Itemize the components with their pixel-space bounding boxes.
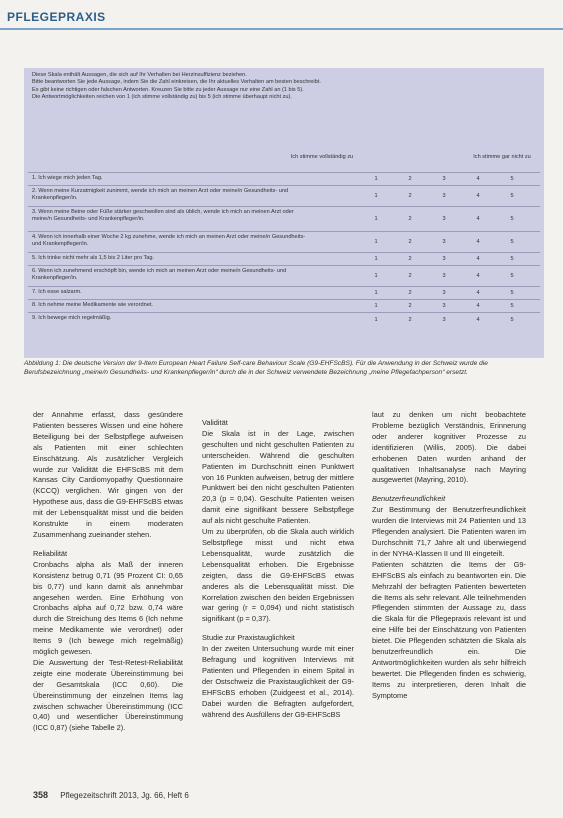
scale-option-number: 5 xyxy=(510,216,514,222)
page-header xyxy=(0,0,563,32)
scale-option-number: 3 xyxy=(442,256,446,262)
scale-rows xyxy=(28,172,540,327)
figure-scale xyxy=(24,68,544,358)
scale-item-row xyxy=(28,312,540,327)
scale-option-number: 2 xyxy=(408,290,412,296)
instruction-line: Bitte beantworten Sie jede Aussage, indem Sie die Zahl einkreisen, die Ihr aktuelles Verhalten am besten beschreibt. xyxy=(32,79,321,86)
paragraph: Die Auswertung der Test-Retest-Reliabilität zeigte eine moderate Übereinstimmung bei der Gesamtskala (ICC 0,60). Die Übereinstimmung der einzelnen Items lag zwischen schwacher Übereinstimmung (ICC 0,40) und wesentlicher Übereinstimmung (ICC 0,87) (siehe Tabelle 2). xyxy=(33,657,183,733)
paragraph: Patienten schätzten die Items der G9-EHFScBS als einfach zu beantworten ein. Die Mehrzahl der befragten Patienten bewerteten die Items als sehr relevant. Alle teilnehmenden Pflegenden stimmten der Aussage zu, dass die Skala für die Pflegepraxis relevant ist und eine Hilfe bei der Einschätzung von Patienten bietet. Die Pflegenden schätzten die Skala als benutzerfreundlich ein. Die Antwortmöglichkeiten wurden als sehr hilfreich bewertet. Die Pflegenden finden es schwierig, Items zu interpretieren, deren Inhalt die Symptome xyxy=(372,559,526,700)
scale-option-number: 2 xyxy=(408,216,412,222)
page-number: 358 xyxy=(33,790,49,800)
scale-option-number: 5 xyxy=(510,193,514,199)
scale-option-number: 2 xyxy=(408,317,412,323)
scale-option-number: 2 xyxy=(408,193,412,199)
scale-option-number: 4 xyxy=(476,303,480,309)
scale-option-number: 2 xyxy=(408,256,412,262)
scale-option-number: 2 xyxy=(408,176,412,182)
scale-option-number: 4 xyxy=(476,290,480,296)
scale-option-number: 4 xyxy=(476,256,480,262)
header-rule xyxy=(0,28,563,30)
scale-item-row xyxy=(28,172,540,185)
scale-item-text: 8. Ich nehme meine Medikamente wie verordnet. xyxy=(32,302,153,308)
scale-label-agree: Ich stimme vollständig zu xyxy=(290,154,354,160)
scale-option-number: 1 xyxy=(374,273,378,279)
scale-item-text: 1. Ich wiege mich jeden Tag. xyxy=(32,175,103,181)
instruction-line: Die Antwortmöglichkeiten reichen von 1 (ich stimme vollständig zu) bis 5 (ich stimme überhaupt nicht zu). xyxy=(32,94,292,101)
paragraph: In der zweiten Untersuchung wurde mit einer Befragung und kognitiven Interviews mit Patienten und Pflegenden in einem Spital in der Ostschweiz die Praxistauglichkeit der G9-EHFScBS erhoben (Zuidgeest et al., 2014). Dabei wurden die Befragten aufgefordert, während des Ausfüllens der G9-EHFScBS xyxy=(202,644,354,719)
scale-option-number: 3 xyxy=(442,176,446,182)
text-column-1 xyxy=(33,410,183,734)
scale-option-number: 5 xyxy=(510,317,514,323)
instruction-line: Es gibt keine richtigen oder falschen Antworten. Kreuzen Sie bitte zu jeder Aussage nur eine Zahl an (1 bis 5). xyxy=(32,86,304,93)
scale-option-number: 5 xyxy=(510,273,514,279)
scale-item-row xyxy=(28,265,540,286)
scale-item-text: 3. Wenn meine Beine oder Füße stärker geschwollen sind als üblich, wende ich mich an meinen Arzt oder meine/n Gesundheits- und Krankenpfleger/in. xyxy=(32,209,294,222)
subheading: Validität xyxy=(202,418,228,427)
section-title: PFLEGEPRAXIS xyxy=(7,10,106,24)
paragraph: der Annahme erfasst, dass gesündere Patienten besseres Wissen und eine höhere Beteiligung bei der Selbstpflege aufweisen als Patienten mit einer schlechten Einschätzung. Als zusätzlicher Vergleich wurde zur Validität die EHFScBS mit dem Kansas City Cardiomyopathy Questionnaire (KCCQ) verglichen. Wir gingen von der Hypothese aus, dass die G9-EHFScBS etwas mit der Lebensqualität misst und die beiden Konstrukte in einem moderaten Zusammenhang zueinander stehen. xyxy=(33,410,183,539)
journal-citation: Pflegezeitschrift 2013, Jg. 66, Heft 6 xyxy=(60,791,189,800)
scale-option-number: 1 xyxy=(374,176,378,182)
scale-option-number: 5 xyxy=(510,303,514,309)
scale-option-number: 3 xyxy=(442,303,446,309)
paragraph: Die Skala ist in der Lage, zwischen geschulten und nicht geschulten Patienten zu unterscheiden. Während die geschulten Patienten im Durchschnitt einen Punktwert von 16 Punkten aufweisen, betrug der mittlere Punktwert bei den nicht geschulten Patienten 20,3 (p = 0,04). Geschulte Patienten weisen damit eine signifikant bessere Selbstpflege auf als nicht geschulte Patienten. xyxy=(202,428,354,526)
scale-option-number: 1 xyxy=(374,303,378,309)
scale-option-number: 3 xyxy=(442,193,446,199)
instruction-line: Diese Skala enthält Aussagen, die sich auf Ihr Verhalten bei Herzinsuffizienz beziehen. xyxy=(32,72,247,78)
subheading: Reliabilität xyxy=(33,548,68,558)
scale-option-number: 3 xyxy=(442,317,446,323)
scale-option-number: 4 xyxy=(476,273,480,279)
scale-option-number: 1 xyxy=(374,216,378,222)
scale-option-number: 4 xyxy=(476,239,480,245)
paragraph: laut zu denken um nicht beobachtete Probleme bezüglich Verständnis, Erinnerung oder anderer kognitiver Prozesse zu identifizieren (Willis, 2005). Die dabei erhobenen Daten wurden anhand der qualitativen Inhaltsanalyse nach Mayring ausgewertet (Mayring, 2010). xyxy=(372,410,526,485)
scale-option-number: 1 xyxy=(374,193,378,199)
paragraph: Cronbachs alpha als Maß der inneren Konsistenz betrug 0,71 (95 Prozent CI: 0,65 bis 0,77) und kann damit als annehmbar angesehen werden. Eine Erhöhung von Cronbachs alpha auf 0,72 bzw. 0,74 wäre durch die Streichung des Items 6 (Ich nehme meine Medikamente wie verordnet) oder Items 9 (Ich bewege mich regelmäßig) möglich gewesen. xyxy=(33,559,183,657)
scale-option-number: 2 xyxy=(408,239,412,245)
scale-option-number: 5 xyxy=(510,256,514,262)
scale-option-number: 5 xyxy=(510,239,514,245)
scale-option-number: 3 xyxy=(442,216,446,222)
scale-option-number: 3 xyxy=(442,273,446,279)
scale-option-number: 4 xyxy=(476,216,480,222)
scale-item-text: 4. Wenn ich innerhalb einer Woche 2 kg zunehme, wende ich mich an meinen Arzt oder meine/n Gesundheits- und Krankenpfleger/in. xyxy=(32,234,306,247)
scale-item-text: 9. Ich bewege mich regelmäßig. xyxy=(32,315,112,321)
scale-item-text: 7. Ich esse salzarm. xyxy=(32,289,82,295)
scale-option-number: 2 xyxy=(408,273,412,279)
scale-option-number: 4 xyxy=(476,317,480,323)
scale-item-row xyxy=(28,185,540,206)
text-column-2 xyxy=(202,410,354,720)
text-column-3 xyxy=(372,410,526,702)
scale-option-number: 1 xyxy=(374,256,378,262)
scale-item-text: 6. Wenn ich zunehmend erschöpft bin, wende ich mich an meinen Arzt oder meine/n Gesundheits- und Krankenpfleger/in. xyxy=(32,268,287,281)
scale-item-row xyxy=(28,206,540,231)
paragraph: Um zu überprüfen, ob die Skala auch wirklich Selbstpflege misst und nicht etwa Lebensqualität, wurde zusätzlich die Lebensqualität erhoben. Die Ergebnisse zeigten, dass die G9-EHFScBS etwas anderes als die Lebensqualität misst. Die Korrelation zwischen den beiden Ergebnissen war gering (r = 0,094) und nicht statistisch signifikant (p = 0,37). xyxy=(202,527,354,624)
page-footer xyxy=(33,790,523,800)
subheading: Studie zur Praxistauglichkeit xyxy=(202,633,295,643)
scale-option-number: 1 xyxy=(374,239,378,245)
scale-option-number: 1 xyxy=(374,317,378,323)
scale-option-number: 4 xyxy=(476,193,480,199)
scale-option-number: 1 xyxy=(374,290,378,296)
scale-option-number: 3 xyxy=(442,290,446,296)
scale-label-disagree: Ich stimme gar nicht zu xyxy=(473,154,531,160)
scale-option-number: 2 xyxy=(408,303,412,309)
scale-option-number: 3 xyxy=(442,239,446,245)
subheading: Benutzerfreundlichkeit xyxy=(372,494,446,504)
scale-option-number: 4 xyxy=(476,176,480,182)
scale-item-row xyxy=(28,299,540,312)
scale-option-number: 5 xyxy=(510,176,514,182)
scale-item-text: 5. Ich trinke nicht mehr als 1,5 bis 2 Liter pro Tag. xyxy=(32,255,155,261)
scale-item-text: 2. Wenn meine Kurzatmigkeit zunimmt, wende ich mich an meinen Arzt oder meine/n Gesundheits- und Krankenpfleger/in. xyxy=(32,188,289,201)
scale-option-number: 5 xyxy=(510,290,514,296)
scale-item-row xyxy=(28,286,540,299)
paragraph: Zur Bestimmung der Benutzerfreundlichkeit wurden die Interviews mit 24 Patienten und 13 Pflegenden analysiert. Die Patienten waren im Durchschnitt 71,7 Jahre alt und überwiegend in der NYHA-Klassen II und III eingeteilt. xyxy=(372,505,526,558)
scale-item-row xyxy=(28,252,540,265)
figure-caption: Abbildung 1: Die deutsche Version der 9-Item European Heart Failure Self-care Behaviour Scale (G9-EHFScBS). Für die Anwendung in der Schweiz wurde die Berufsbezeichnung „meine/n Gesundheits- und Krankenpfleger/in“ durch die in der Schweiz verwendete Bezeichnung „meine Pflegefachperson“ ersetzt. xyxy=(24,360,488,376)
scale-item-row xyxy=(28,231,540,252)
figure-instructions xyxy=(32,72,538,102)
